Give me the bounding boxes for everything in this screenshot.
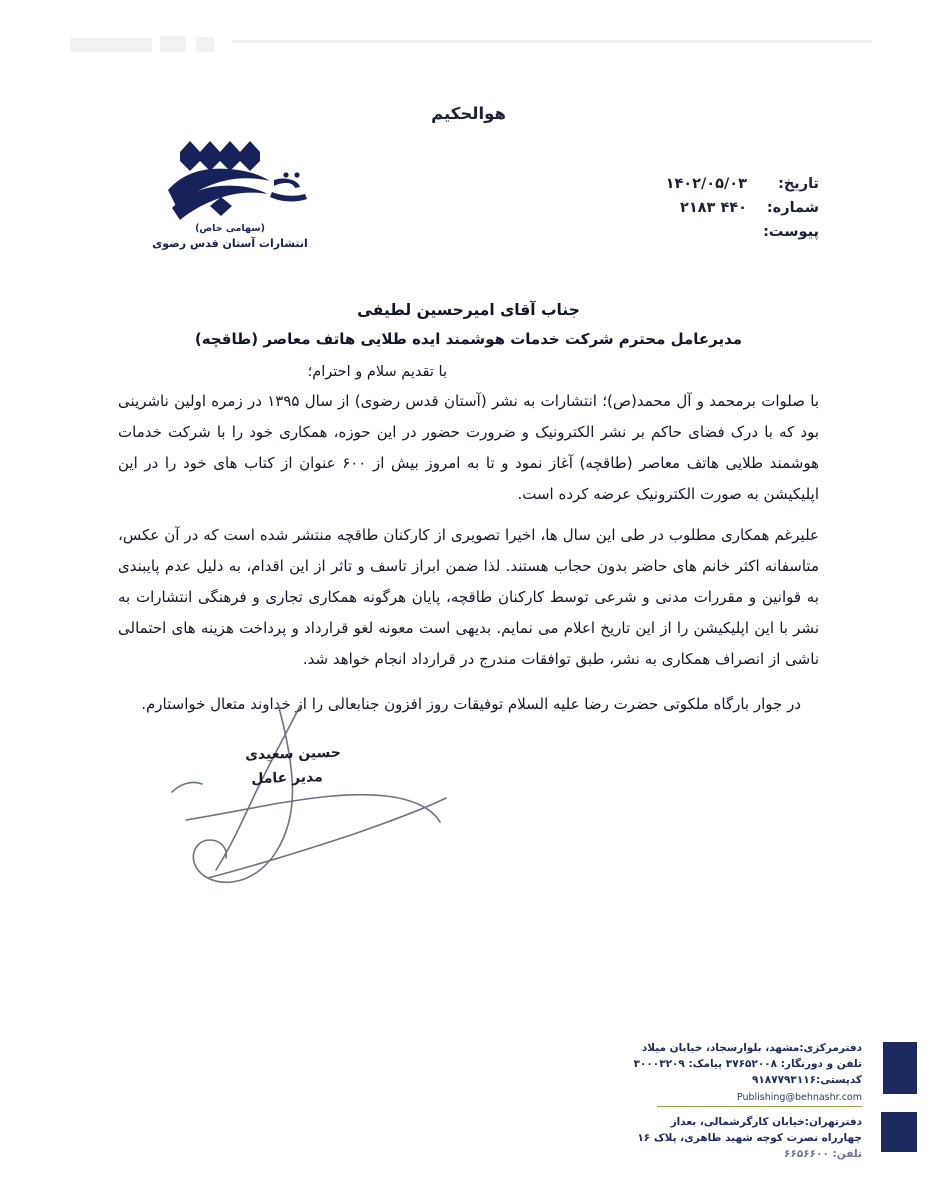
closing-paragraph: در جوار بارگاه ملکوتی حضرت رضا علیه السلام توفیقات روز افزون جنابعالی را از خداوند متعال خواستارم.: [141, 695, 801, 713]
signer-role: مدیر عامل: [251, 769, 323, 788]
office1-phone-line: تلفن و دورنگار: ۳۷۶۵۲۰۰۸ پیامک: ۳۰۰۰۳۲۰۹: [633, 1058, 862, 1070]
body-paragraph-1: با صلوات برمحمد و آل محمد(ص)؛ انتشارات به نشر (آستان قدس رضوی) از سال ۱۳۹۵ در زمره اولین ناشرینی بود که با درک فضای حاکم بر نشر الکترونیک و ضرورت حضور در این حوزه، همکاری خود را با شرکت خدمات هوشمند طلایی هاتف معاصر (طاقچه) آغاز نمود و تا به امروز بیش از ۶۰۰ عنوان از کتاب های خود را در این اپلیکیشن به صورت الکترونیک عرضه کرده است.: [118, 392, 820, 503]
addressee-block: [118, 296, 819, 354]
office2-address-line2: چهارراه نصرت کوچه شهید طاهری، پلاک ۱۶: [637, 1132, 862, 1144]
invocation-text: هوالحکیم: [431, 104, 506, 123]
footer-color-block-2: [881, 1112, 917, 1152]
letter-body: [118, 296, 819, 720]
footer-office-tehran: [562, 1114, 862, 1146]
date-label: تاریخ:: [778, 176, 819, 192]
date-value: ۱۴۰۲/۰۵/۰۳: [665, 176, 747, 192]
logo-organization: انتشارات آستان قدس رضوی: [152, 237, 308, 250]
office2-address-line1: دفترتهران:خیابان کارگرشمالی، بعداز: [670, 1116, 862, 1128]
signer-name: حسین سعیدی: [244, 744, 342, 764]
addressee-name: جناب آقای امیرحسین لطیفی: [357, 301, 580, 319]
publisher-logo: [135, 136, 325, 250]
scan-edge-artifacts: [0, 0, 937, 60]
office2-phone-line-clipped: تلفن: ۶۶۵۶۶۰۰: [784, 1148, 862, 1160]
attachment-row: [559, 220, 819, 244]
footer-divider-rule: [657, 1106, 862, 1107]
date-row: [559, 172, 819, 196]
body-paragraph-2: علیرغم همکاری مطلوب در طی این سال ها، اخیرا تصویری از کارکنان طاقچه منتشر شده است که در آن عکس، متاسفانه اکثر خانم های حاضر بدون حجاب هستند. لذا ضمن ابراز تاسف و تاثر از این اقدام، به دلیل عدم پایبندی به قوانین و مقررات مدنی و شرعی توسط کارکنان طاقچه، پایان هرگونه همکاری تجاری و فرهنگی انتشارات به نشر با این اپلیکیشن را از این تاریخ اعلام می نمایم. بدیهی است معونه لغو قرارداد و پرداخت هزینه های احتمالی ناشی از انصراف همکاری به نشر، طبق توافقات مندرج در قرارداد انجام خواهد شد.: [118, 526, 819, 668]
handwritten-signature-icon: [150, 700, 480, 890]
number-value: ۴۴۰ ۲۱۸۳: [679, 200, 747, 216]
salutation-text: با تقدیم سلام و احترام؛: [307, 364, 447, 380]
office1-postal-code: کدپستی:۹۱۸۷۷۹۳۱۱۶: [751, 1074, 862, 1086]
attachment-label: پیوست:: [763, 224, 819, 240]
number-row: [559, 196, 819, 220]
salutation: [118, 364, 819, 380]
letter-metadata: [559, 172, 819, 244]
footer-color-block-1: [883, 1042, 917, 1094]
behnashr-logo-icon: [146, 136, 314, 222]
number-label: شماره:: [766, 200, 819, 216]
office1-address-line1: دفترمرکزی:مشهد، بلوارسجاد، خیابان میلاد: [641, 1042, 862, 1054]
logo-legal-form: (سهامی خاص): [195, 223, 265, 234]
signature-block: [178, 742, 408, 790]
addressee-title: مدیرعامل محترم شرکت خدمات هوشمند ایده طلایی هاتف معاصر (طاقچه): [194, 330, 743, 348]
footer-office-mashhad: [562, 1040, 862, 1106]
footer-email[interactable]: Publishing@behnashr.com: [736, 1092, 862, 1103]
